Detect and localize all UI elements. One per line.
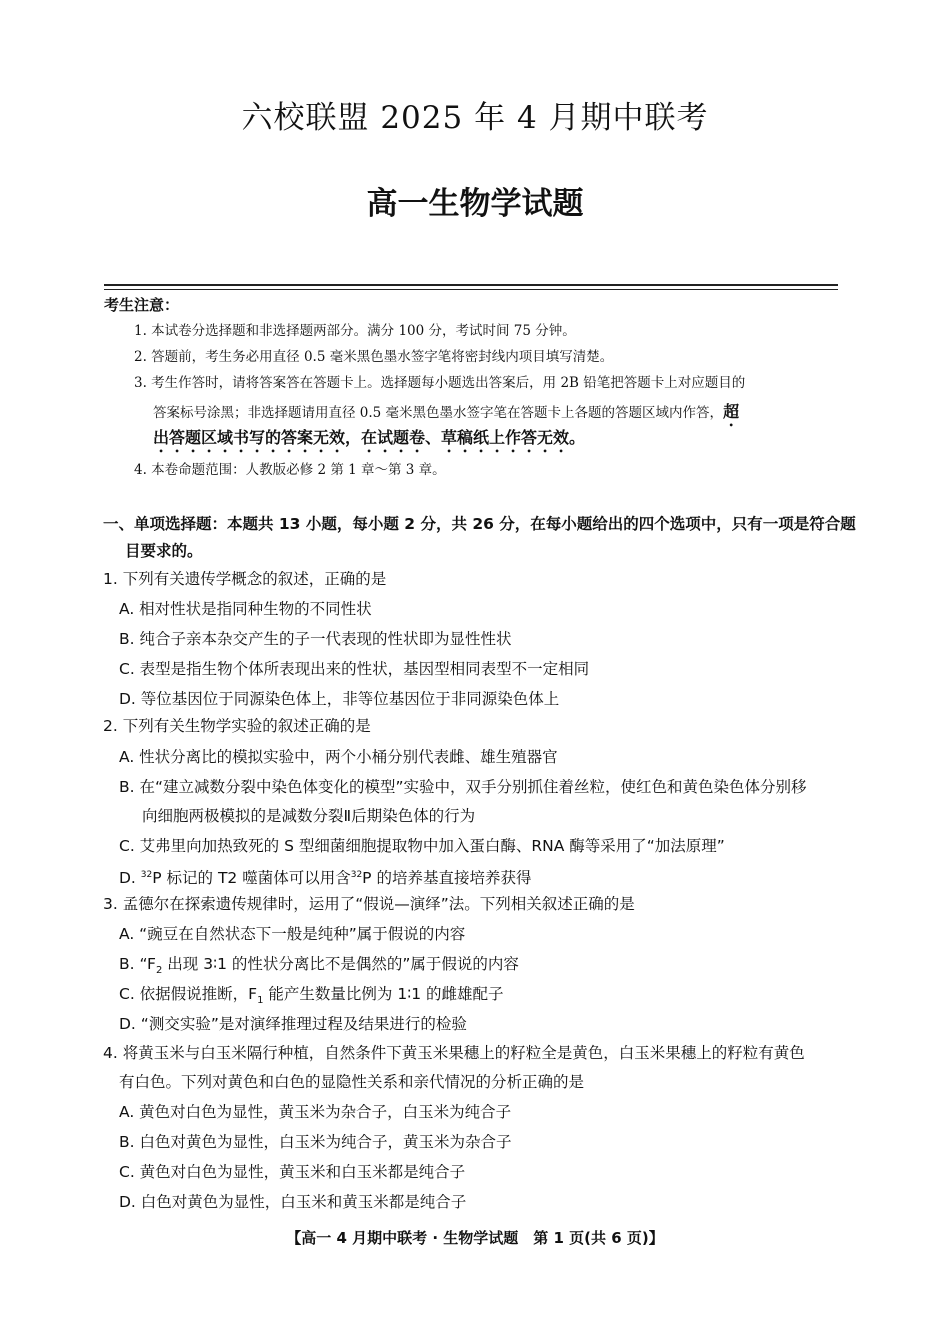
notice-emphasis-text: 出答题区域书写的答案无效，在试题卷、草稿纸上作答无效。 — [153, 428, 586, 447]
exam-subject-title: 高一生物学试题 — [366, 186, 584, 222]
q2-d-text-mid: P 标记的 T2 噬菌体可以用含 — [152, 869, 351, 888]
q3-b-subscript: 2 — [155, 965, 163, 977]
question-1-option-c: C. 表型是指生物个体所表现出来的性状，基因型相同表型不一定相同 — [119, 660, 590, 678]
section-1-heading — [103, 511, 863, 565]
question-2-option-d — [119, 865, 531, 888]
question-3-option-b — [119, 954, 519, 981]
q3-c-subscript: 1 — [257, 995, 264, 1007]
q2-d-superscript-1: 32 — [140, 870, 153, 880]
section-1-heading-line-2: 目要求的。 — [125, 542, 203, 560]
question-4-option-a: A. 黄色对白色为显性，黄玉米为杂合子，白玉米为纯合子 — [119, 1103, 512, 1121]
question-3-stem: 3. 孟德尔在探索遗传规律时，运用了“假说—演绎”法。下列相关叙述正确的是 — [103, 895, 635, 913]
question-2-stem: 2. 下列有关生物学实验的叙述正确的是 — [103, 717, 371, 735]
question-2-option-a: A. 性状分离比的模拟实验中，两个小桶分别代表雌、雄生殖器官 — [119, 748, 558, 766]
q3-c-text: 能产生数量比例为 1∶1 的雌雄配子 — [263, 985, 504, 1003]
question-4-option-b: B. 白色对黄色为显性，白玉米为纯合子，黄玉米为杂合子 — [119, 1133, 512, 1151]
notice-item-3: 3. 考生作答时，请将答案答在答题卡上。选择题每小题选出答案后，用 2B 铅笔把答题卡上对应题目的 — [134, 375, 746, 391]
q2-d-text-end: P 的培养基直接培养获得 — [362, 869, 532, 888]
question-3-option-a: A. “豌豆在自然状态下一般是纯种”属于假说的内容 — [119, 925, 466, 943]
section-1-heading-line-1: 一、单项选择题：本题共 13 小题，每小题 2 分，共 26 分，在每小题给出的四个选项中，只有一项是符合题 — [103, 515, 856, 533]
notice-item-2: 2. 答题前，考生务必用直径 0.5 毫米黑色墨水签字笔将密封线内项目填写清楚。 — [134, 349, 614, 365]
notice-emphasis-start: 超 — [723, 402, 740, 421]
question-2-option-c: C. 艾弗里向加热致死的 S 型细菌细胞提取物中加入蛋白酶、RNA 酶等采用了“加法原理” — [119, 837, 725, 855]
notice-item-3-line-3 — [153, 428, 585, 456]
notice-item-4: 4. 本卷命题范围：人教版必修 2 第 1 章～第 3 章。 — [134, 462, 446, 478]
q3-b-text: 出现 3∶1 的性状分离比不是偶然的”属于假说的内容 — [162, 955, 519, 973]
q2-d-superscript-2: 32 — [350, 870, 363, 880]
header-divider-thin — [104, 289, 838, 290]
question-4-stem-continued: 有白色。下列对黄色和白色的显隐性关系和亲代情况的分析正确的是 — [119, 1073, 585, 1091]
notice-item-3-text: 答案标号涂黑；非选择题请用直径 0.5 毫米黑色墨水签字笔在答题卡上各题的答题区域内作答， — [153, 405, 724, 421]
exam-main-title: 六校联盟 2025 年 4 月期中联考 — [241, 100, 709, 136]
question-4-option-c: C. 黄色对白色为显性，黄玉米和白玉米都是纯合子 — [119, 1163, 466, 1181]
question-1-option-a: A. 相对性状是指同种生物的不同性状 — [119, 600, 372, 618]
notice-heading: 考生注意： — [104, 296, 180, 314]
question-1-option-d: D. 等位基因位于同源染色体上，非等位基因位于非同源染色体上 — [119, 690, 560, 708]
question-3-option-d: D. “测交实验”是对演绎推理过程及结果进行的检验 — [119, 1015, 467, 1033]
question-3-option-c — [119, 984, 504, 1011]
q3-b-label: B. “F — [119, 955, 156, 973]
question-2-option-b-continued: 向细胞两极模拟的是减数分裂Ⅱ后期染色体的行为 — [142, 807, 476, 825]
q2-d-label: D. — [119, 869, 141, 888]
question-1-option-b: B. 纯合子亲本杂交产生的子一代表现的性状即为显性性状 — [119, 630, 512, 648]
page-footer: 【高一 4 月期中联考 · 生物学试题 第 1 页(共 6 页)】 — [286, 1229, 664, 1247]
question-2-option-b: B. 在“建立减数分裂中染色体变化的模型”实验中，双手分别抓住着丝粒，使红色和黄色染色体分别移 — [119, 778, 807, 796]
question-4-option-d: D. 白色对黄色为显性，白玉米和黄玉米都是纯合子 — [119, 1193, 467, 1211]
notice-item-3-line-2 — [153, 402, 739, 430]
question-1-stem: 1. 下列有关遗传学概念的叙述，正确的是 — [103, 570, 387, 588]
question-4-stem: 4. 将黄玉米与白玉米隔行种植，自然条件下黄玉米果穗上的籽粒全是黄色，白玉米果穗上的籽粒有黄色 — [103, 1044, 805, 1062]
q3-c-label: C. 依据假说推断，F — [119, 985, 258, 1003]
notice-item-1: 1. 本试卷分选择题和非选择题两部分。满分 100 分，考试时间 75 分钟。 — [134, 323, 576, 339]
header-divider-thick — [104, 284, 838, 286]
